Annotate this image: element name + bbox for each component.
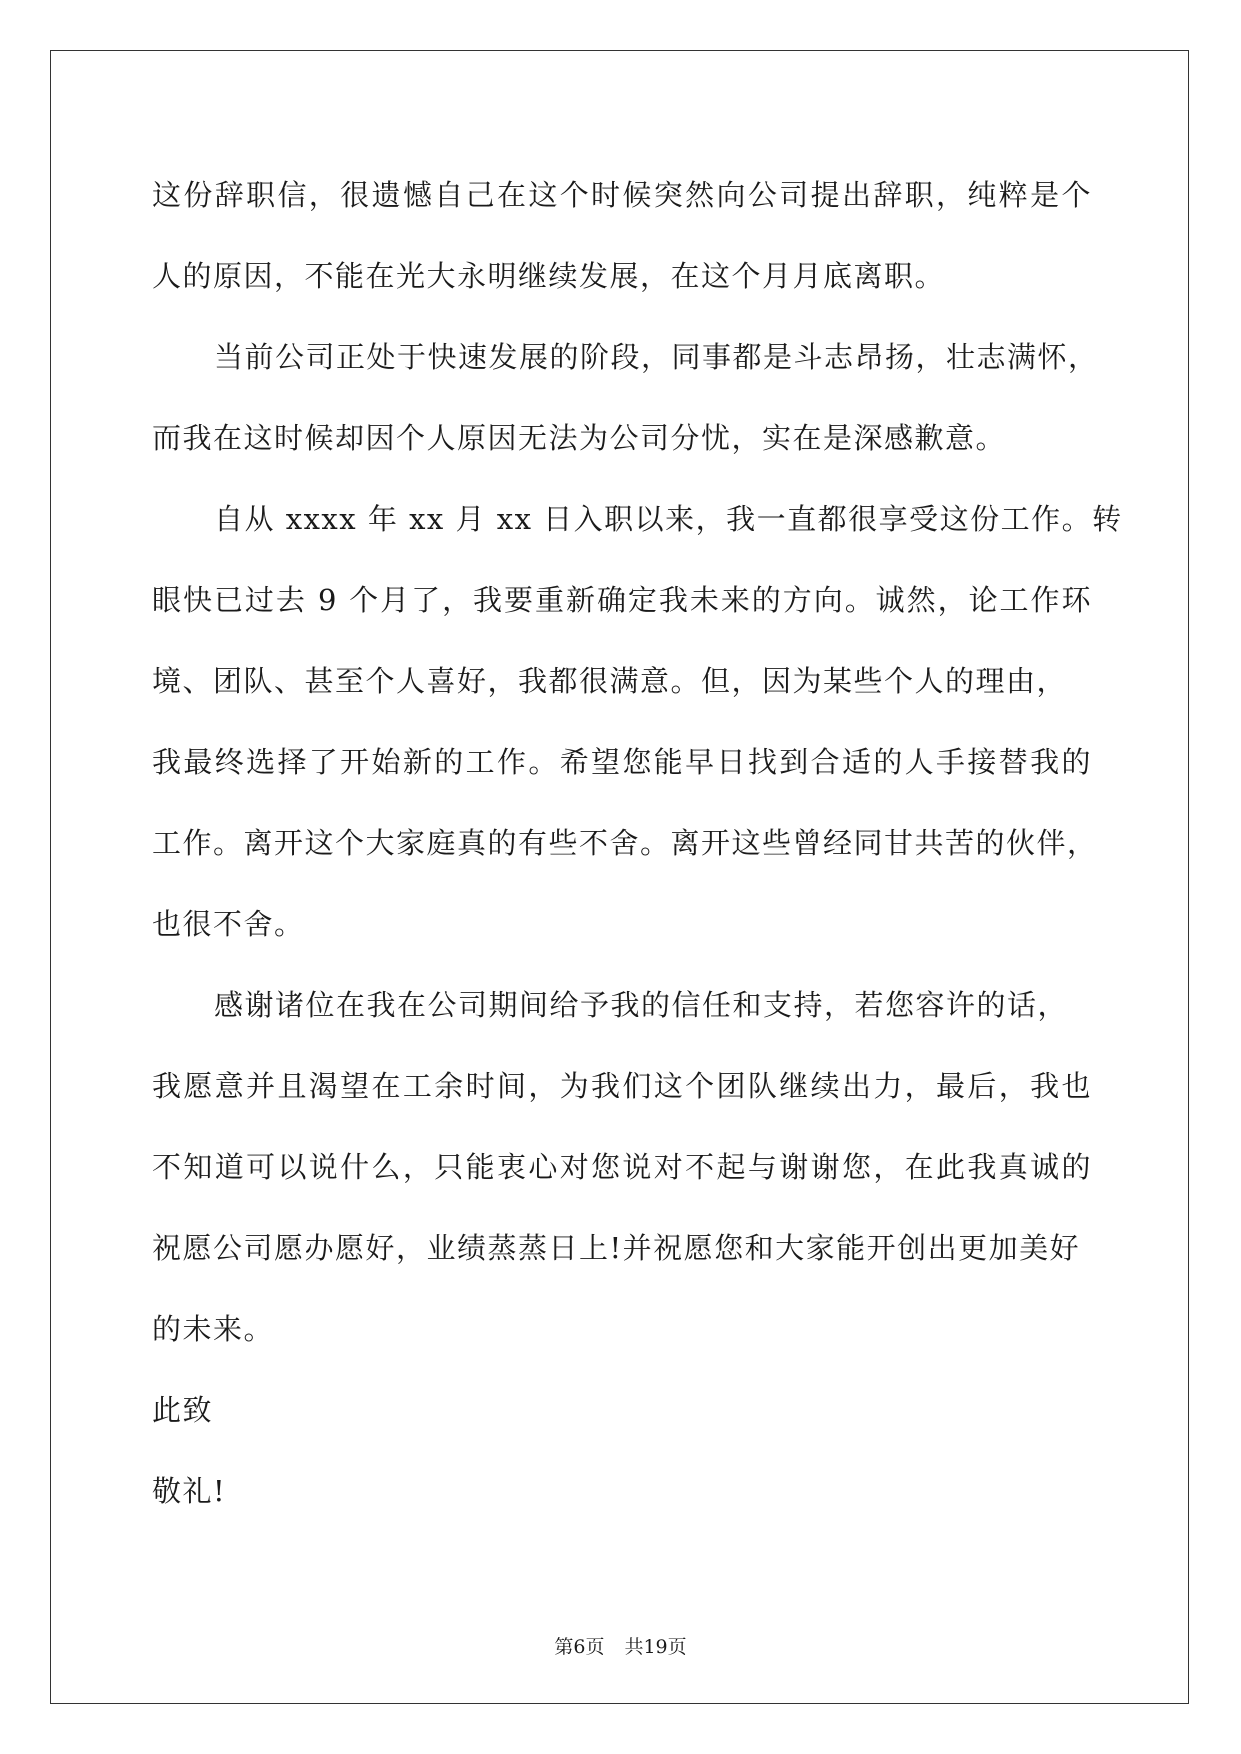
text-line: 感谢诸位在我在公司期间给予我的信任和支持，若您容许的话， — [214, 988, 1069, 1022]
text-line: 我愿意并且渴望在工余时间，为我们这个团队继续出力，最后，我也 — [152, 1069, 1092, 1103]
closing-regards: 敬礼! — [152, 1474, 227, 1508]
page-number: 第6页 — [554, 1636, 605, 1658]
text-line: 也很不舍。 — [152, 907, 305, 941]
page-total: 共19页 — [624, 1636, 687, 1658]
text-line: 工作。离开这个大家庭真的有些不舍。离开这些曾经同甘共苦的伙伴， — [152, 826, 1098, 860]
page-footer — [0, 1632, 1241, 1659]
text-line: 这份辞职信，很遗憾自己在这个时候突然向公司提出辞职，纯粹是个 — [152, 178, 1092, 212]
text-line: 当前公司正处于快速发展的阶段，同事都是斗志昂扬，壮志满怀， — [214, 340, 1099, 374]
text-line: 人的原因，不能在光大永明继续发展，在这个月月底离职。 — [152, 259, 946, 293]
text-line: 祝愿公司愿办愿好，业绩蒸蒸日上!并祝愿您和大家能开创出更加美好 — [152, 1231, 1081, 1265]
letter-body — [152, 155, 1123, 1532]
text-line: 而我在这时候却因个人原因无法为公司分忧，实在是深感歉意。 — [152, 421, 1007, 455]
text-line: 不知道可以说什么，只能衷心对您说对不起与谢谢您，在此我真诚的 — [152, 1150, 1092, 1184]
text-line: 境、团队、甚至个人喜好，我都很满意。但，因为某些个人的理由， — [152, 664, 1068, 698]
text-line: 我最终选择了开始新的工作。希望您能早日找到合适的人手接替我的 — [152, 745, 1092, 779]
text-line: 的未来。 — [152, 1312, 275, 1346]
closing-salutation: 此致 — [152, 1393, 214, 1427]
text-line: 自从 xxxx 年 xx 月 xx 日入职以来，我一直都很享受这份工作。转 — [214, 502, 1123, 536]
text-line: 眼快已过去 9 个月了，我要重新确定我未来的方向。诚然，论工作环 — [152, 583, 1092, 617]
